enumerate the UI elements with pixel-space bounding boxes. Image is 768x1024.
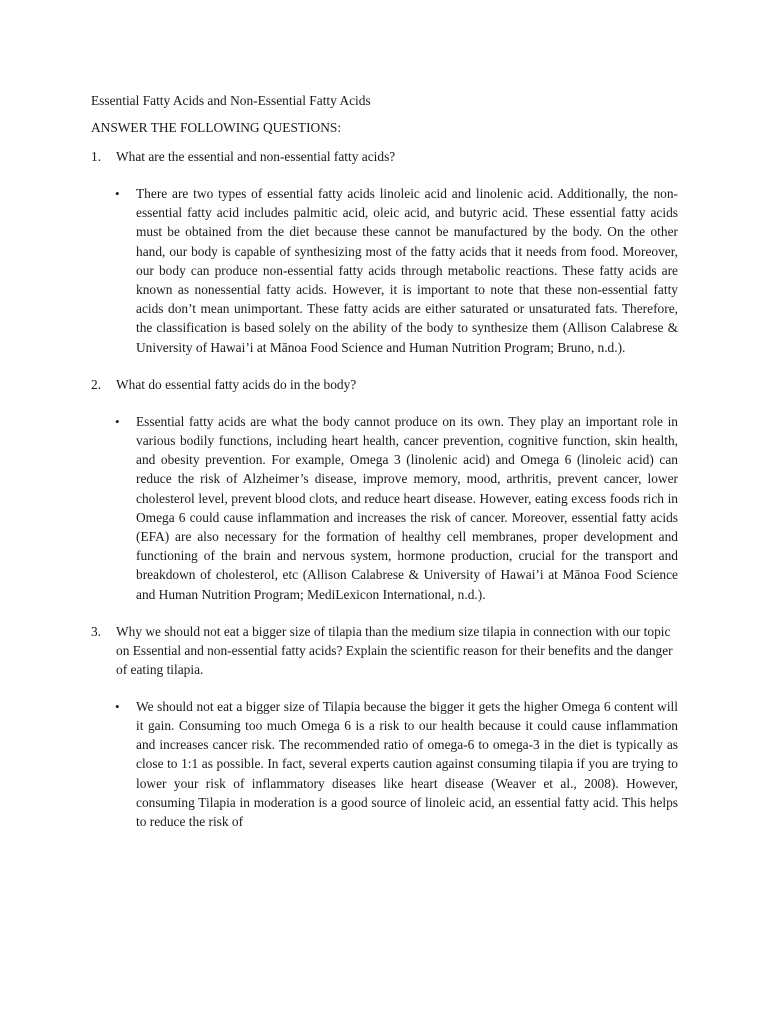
question-text: Why we should not eat a bigger size of tilapia than the medium size tilapia in connection with our topic on Essential and non-essential fatty acids? Explain the scientific reason for their benefits and the danger of eating tilapia.	[116, 623, 673, 677]
question-text: What are the essential and non-essential fatty acids?	[116, 149, 396, 164]
answer-text: We should not eat a bigger size of Tilapia because the bigger it gets the higher Omega 6 content will it gain. Consuming too much Omega 6 is a risk to our health because it could cause inflammation and increases cancer risk. The recommended ratio of omega-6 to omega-3 in the diet is typically as close to 1:1 as possible. In fact, several experts caution against consuming tilapia if you are trying to lower your risk of inflammatory diseases like heart disease (Weaver et al., 2008). However, consuming Tilapia in moderation is a good source of linoleic acid, an essential fatty acid. This helps to reduce the risk of	[136, 698, 678, 830]
document-title: Essential Fatty Acids and Non-Essential Fatty Acids	[91, 93, 371, 108]
instructions-heading: ANSWER THE FOLLOWING QUESTIONS:	[91, 120, 342, 135]
question-number: 3.	[91, 623, 102, 639]
answer-text: Essential fatty acids are what the body cannot produce on its own. They play an important role in various bodily functions, including heart health, cancer prevention, cognitive function, skin health, and obesity prevention. For example, Omega 3 (linolenic acid) and Omega 6 (linoleic acid) can reduce the risk of Alzheimer’s disease, improve memory, mood, arthritis, prevent cancer, lower cholesterol level, prevent blood clots, and reduce heart disease. However, eating excess foods rich in Omega 6 could cause inflammation and increases the risk of cancer. Moreover, essential fatty acids (EFA) are also necessary for the formation of healthy cell membranes, proper development and functioning of the brain and nervous system, hormone production, crucial for the transport and breakdown of cholesterol, etc (Allison Calabrese & University of Hawai’i at Mānoa Food Science and Human Nutrition Program; MediLexicon International, n.d.).	[136, 413, 678, 602]
question-text: What do essential fatty acids do in the body?	[116, 376, 357, 392]
answer-1	[91, 184, 678, 357]
bullet-icon: •	[115, 698, 120, 714]
bullet-icon: •	[115, 413, 120, 429]
question-3	[91, 622, 678, 679]
bullet-icon: •	[115, 186, 120, 201]
question-2	[91, 375, 678, 394]
question-number: 2.	[91, 376, 102, 392]
question-1	[91, 147, 678, 166]
answer-text: There are two types of essential fatty acids linoleic acid and linolenic acid. Additionally, the non-essential fatty acid includes palmitic acid, oleic acid, and butyric acid. These essential fatty acids must be obtained from the diet because these cannot be manufactured by the body. On the other hand, our body is capable of synthesizing most of the fatty acids that it needs from food. Moreover, our body can produce non-essential fatty acids through metabolic reactions. These fatty acids are known as nonessential fatty acids. However, it is important to note that these non-essential fatty acids don’t mean unimportant. These fatty acids are either saturated or unsaturated fats. Therefore, the classification is based solely on the ability of the body to synthesize them (Allison Calabrese & University of Hawai’i at Mānoa Food Science and Human Nutrition Program; Bruno, n.d.).	[136, 186, 678, 355]
question-number: 1.	[91, 149, 102, 164]
answer-3	[91, 697, 678, 831]
answer-2	[91, 412, 678, 604]
